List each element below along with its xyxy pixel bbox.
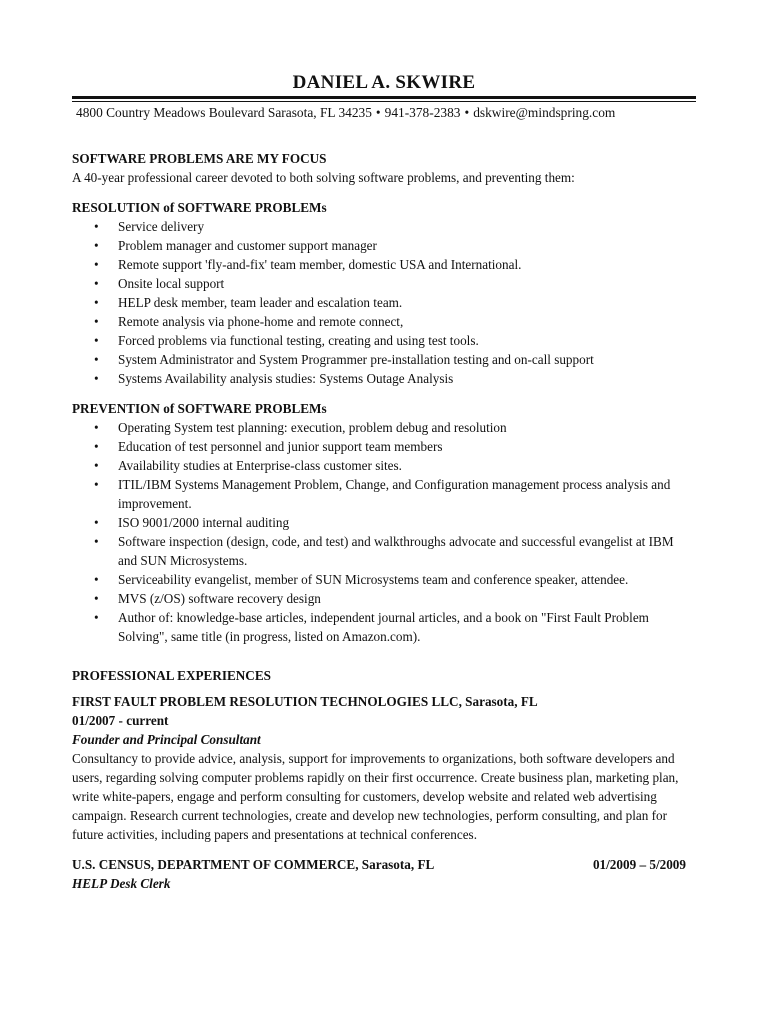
list-item: • HELP desk member, team leader and escalation team. [72, 293, 692, 312]
header-rule-thin [72, 101, 696, 102]
contact-email: dskwire@mindspring.com [473, 105, 616, 120]
focus-text: A 40-year professional career devoted to both solving software problems, and preventing them: [72, 170, 575, 185]
list-item: • Problem manager and customer support manager [72, 236, 692, 255]
job-title: HELP Desk Clerk [72, 876, 171, 891]
list-item: • Availability studies at Enterprise-class customer sites. [72, 456, 692, 475]
contact-bullet: • [375, 105, 381, 120]
contact-bullet: • [464, 105, 470, 120]
list-item: • Systems Availability analysis studies: Systems Outage Analysis [72, 369, 692, 388]
prevention-list [72, 418, 692, 646]
job-dates: 01/2007 - current [72, 713, 169, 728]
list-item: • ISO 9001/2000 internal auditing [72, 513, 692, 532]
header-rule-thick [72, 96, 696, 99]
job-dates: 01/2009 – 5/2009 [592, 857, 686, 872]
experience-heading: PROFESSIONAL EXPERIENCES [72, 668, 271, 683]
job-header [72, 855, 686, 874]
list-item: • Education of test personnel and junior support team members [72, 437, 692, 456]
list-item: • Software inspection (design, code, and test) and walkthroughs advocate and successful evangelist at IBM and SUN Microsystems. [72, 532, 692, 570]
focus-heading: SOFTWARE PROBLEMS ARE MY FOCUS [72, 151, 327, 166]
job-company: U.S. CENSUS, DEPARTMENT OF COMMERCE, Sarasota, FL [72, 857, 435, 872]
list-item: • Onsite local support [72, 274, 692, 293]
contact-phone: 941-378-2383 [384, 105, 461, 120]
list-item: • MVS (z/OS) software recovery design [72, 589, 692, 608]
list-item: • Remote analysis via phone-home and remote connect, [72, 312, 692, 331]
contact-address: 4800 Country Meadows Boulevard Sarasota, FL 34235 [76, 105, 372, 120]
list-item: • ITIL/IBM Systems Management Problem, Change, and Configuration management process analysis and improvement. [72, 475, 692, 513]
job-title: Founder and Principal Consultant [72, 732, 261, 747]
list-item: • Forced problems via functional testing, creating and using test tools. [72, 331, 692, 350]
list-item: • Author of: knowledge-base articles, independent journal articles, and a book on "First Fault Problem Solving", same title (in progress, listed on Amazon.com). [72, 608, 692, 646]
resolution-list [72, 217, 692, 388]
list-item: • Operating System test planning: execution, problem debug and resolution [72, 418, 692, 437]
resolution-heading: RESOLUTION of SOFTWARE PROBLEMs [72, 200, 327, 215]
job-description: Consultancy to provide advice, analysis, support for improvements to organizations, both software developers and users, regarding solving computer problems rapidly on their first occurrence. Create business plan, marketing plan, write white-papers, engage and perform consulting for customers, develop website and related web advertising campaign. Research current technologies, create and develop new technologies, perform consulting, and plan for future activities, including papers and presentations at technical conferences. [72, 751, 679, 842]
prevention-heading: PREVENTION of SOFTWARE PROBLEMs [72, 401, 327, 416]
resume-name: DANIEL A. SKWIRE [292, 72, 476, 93]
list-item: • Remote support 'fly-and-fix' team member, domestic USA and International. [72, 255, 692, 274]
list-item: • System Administrator and System Programmer pre-installation testing and on-call support [72, 350, 692, 369]
list-item: • Serviceability evangelist, member of SUN Microsystems team and conference speaker, attendee. [72, 570, 692, 589]
job-company: FIRST FAULT PROBLEM RESOLUTION TECHNOLOGIES LLC, Sarasota, FL [72, 694, 538, 709]
contact-line [76, 103, 615, 122]
resume-body [72, 149, 692, 893]
list-item: • Service delivery [72, 217, 692, 236]
